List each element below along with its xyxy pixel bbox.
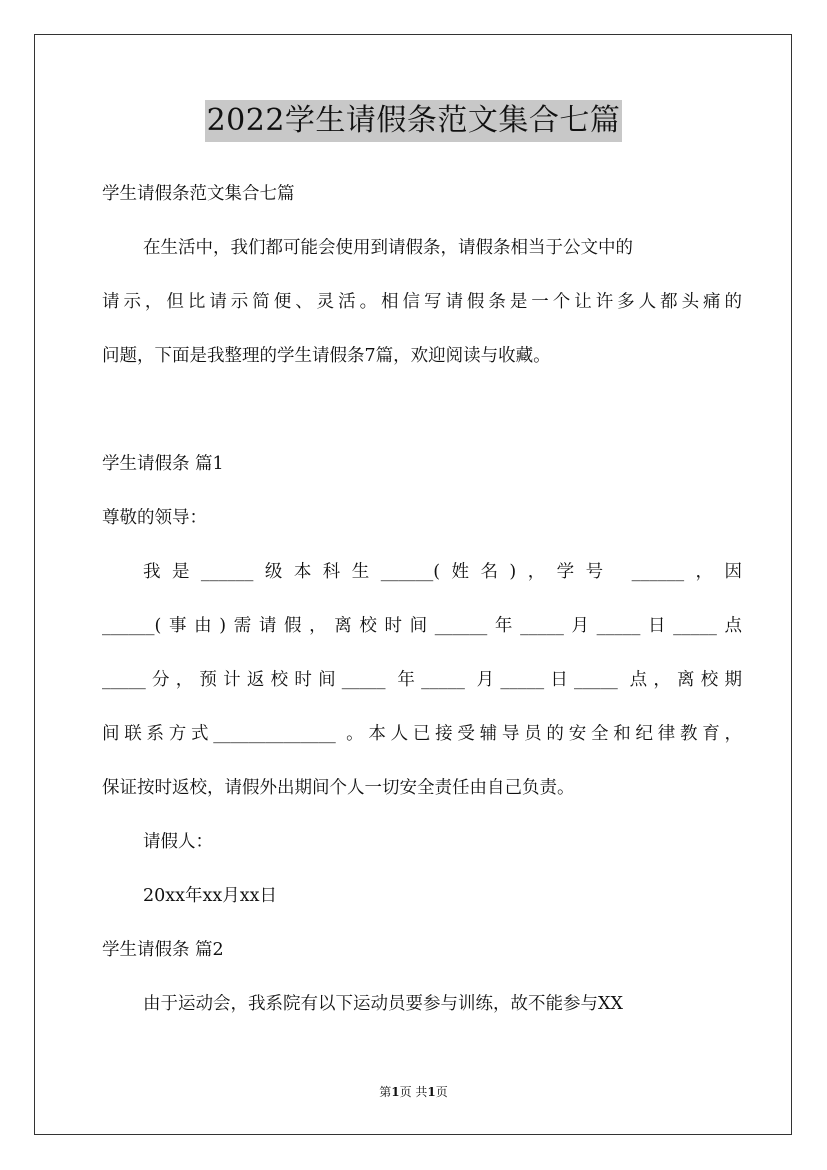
document-title: 2022学生请假条范文集合七篇 [205,100,623,142]
form-line-1: 我是______级本科生______(姓名)，学号 ______，因 [143,562,742,582]
title-container [0,100,827,142]
footer-mid: 页 共 [399,1085,428,1099]
intro-line-1: 在生活中，我们都可能会使用到请假条，请假条相当于公文中的 [143,238,633,258]
footer-prefix: 第 [379,1085,392,1099]
form-line-3: _____分，预计返校时间_____ 年_____ 月_____日_____ 点，离校期 [102,670,742,690]
form-line-5: 保证按时返校，请假外出期间个人一切安全责任由自己负责。 [102,778,575,798]
footer-suffix: 页 [435,1085,448,1099]
page-footer [0,1084,827,1100]
footer-page-number: 1 [391,1085,400,1099]
intro-line-2: 请示，但比请示简便、灵活。相信写请假条是一个让许多人都头痛的 [102,292,742,312]
section-2-line-1: 由于运动会，我系院有以下运动员要参与训练，故不能参与XX [143,994,623,1014]
section-heading-1: 学生请假条 篇1 [102,454,224,474]
form-line-4: 间联系方式______________ 。本人已接受辅导员的安全和纪律教育， [102,724,742,744]
intro-line-3: 问题，下面是我整理的学生请假条7篇，欢迎阅读与收藏。 [102,346,551,366]
signature-label: 请假人： [143,832,213,852]
subtitle-line: 学生请假条范文集合七篇 [102,184,295,204]
salutation: 尊敬的领导： [102,508,207,528]
footer-page-total: 1 [427,1085,436,1099]
signature-date: 20xx年xx月xx日 [143,886,277,906]
section-heading-2: 学生请假条 篇2 [102,940,224,960]
form-line-2: ______(事由)需请假，离校时间______年_____月_____日_____点 [102,616,742,636]
